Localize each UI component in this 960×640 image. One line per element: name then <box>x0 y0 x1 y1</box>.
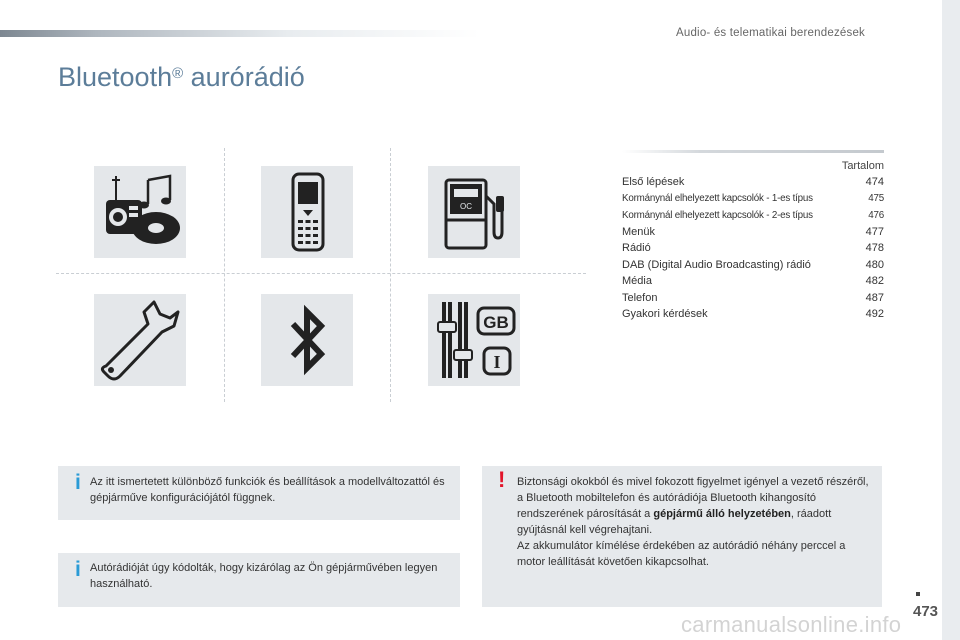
toc-page: 480 <box>865 258 884 271</box>
toc-page: 475 <box>868 193 884 205</box>
tile-wrench[interactable] <box>94 294 186 386</box>
warning-paragraph <box>517 474 872 538</box>
toc-page: 476 <box>868 209 884 221</box>
svg-text:I: I <box>493 352 501 372</box>
watermark: carmanualsonline.info <box>681 612 902 637</box>
tile-phone[interactable] <box>261 166 353 258</box>
toc-page: 478 <box>865 242 884 255</box>
grid-divider <box>390 148 391 402</box>
toc-label: Média <box>622 275 652 288</box>
toc-item[interactable] <box>622 290 884 307</box>
warning-text-b: , ráadott gyújtásnál kell végrehajtani. <box>517 508 832 536</box>
toc-page: 474 <box>865 176 884 189</box>
header-gradient-bar <box>0 30 480 37</box>
tile-settings[interactable] <box>428 294 520 386</box>
toc-page: 477 <box>865 225 884 238</box>
toc-item[interactable] <box>622 273 884 290</box>
page-number <box>913 603 938 620</box>
toc-item[interactable] <box>622 240 884 257</box>
page-title <box>58 62 305 93</box>
battery-paragraph: Az akkumulátor kímélése érdekében az autórádió néhány perccel a motor leállítását követően kikapcsolhat. <box>517 540 846 568</box>
toc-label: DAB (Digital Audio Broadcasting) rádió <box>622 258 811 271</box>
toc-item[interactable] <box>622 257 884 274</box>
gb-sliders-icon <box>432 298 516 382</box>
fuel-pump-icon <box>432 170 516 254</box>
title-rest: aurórádió <box>183 62 305 92</box>
warning-icon: ! <box>498 467 506 492</box>
wrench-icon <box>98 298 182 382</box>
toc-label: Rádió <box>622 242 651 255</box>
toc-label: Telefon <box>622 291 658 304</box>
toc-page: 482 <box>865 275 884 288</box>
toc-label: Kormánynál elhelyezett kapcsolók - 2-es típus <box>622 209 813 221</box>
radio-music-icon <box>98 170 182 254</box>
info-icon: i <box>75 558 81 581</box>
chapter-header: Audio- és telematikai berendezések <box>676 27 865 39</box>
tile-fuel[interactable] <box>428 166 520 258</box>
toc-rule <box>622 150 884 153</box>
note-text: Autórádióját úgy kódolták, hogy kizárólag az Ön gépjárművében legyen használható. <box>90 562 438 590</box>
title-main: Bluetooth <box>58 62 173 92</box>
side-band <box>942 0 960 640</box>
toc-label: Kormánynál elhelyezett kapcsolók - 1-es típus <box>622 193 813 205</box>
grid-divider <box>56 273 586 274</box>
toc-page: 492 <box>865 308 884 321</box>
bluetooth-icon <box>265 298 349 382</box>
info-note-configuration <box>58 466 460 520</box>
toc-label: Menük <box>622 225 656 238</box>
toc-label: Gyakori kérdések <box>622 308 708 321</box>
page-dot <box>916 592 920 596</box>
page-number-text: 473 <box>913 603 939 620</box>
tile-bluetooth[interactable] <box>261 294 353 386</box>
warning-text-a: Biztonsági okokból és mivel fokozott figyelmet igényel a vezető részéről, a Bluetooth mobiltelefon és autórádiója Bluetooth kihangosító rendszerének párosítását a <box>517 476 869 520</box>
warning-note <box>482 466 882 607</box>
registered-mark: ® <box>172 65 184 82</box>
chapter-icon-grid <box>56 148 586 402</box>
toc-heading: Tartalom <box>841 160 884 172</box>
info-icon: i <box>75 471 81 494</box>
toc-item[interactable] <box>622 306 884 323</box>
warning-bold: gépjármű álló helyzetében <box>653 508 791 520</box>
grid-divider <box>224 148 225 402</box>
info-note-coding <box>58 553 460 607</box>
svg-text:GB: GB <box>483 313 509 332</box>
toc-item[interactable] <box>622 191 884 208</box>
toc-item[interactable] <box>622 207 884 224</box>
toc-label: Első lépések <box>622 176 685 189</box>
toc-item[interactable] <box>622 224 884 241</box>
table-of-contents <box>622 150 884 323</box>
tile-radio[interactable] <box>94 166 186 258</box>
toc-page: 487 <box>865 291 884 304</box>
svg-text:OC: OC <box>460 202 472 211</box>
note-text: Az itt ismertetett különböző funkciók és beállítások a modellváltozattól és gépjárműve konfigurációjától függnek. <box>90 476 445 504</box>
mobile-phone-icon <box>265 170 349 254</box>
toc-item[interactable] <box>622 174 884 191</box>
